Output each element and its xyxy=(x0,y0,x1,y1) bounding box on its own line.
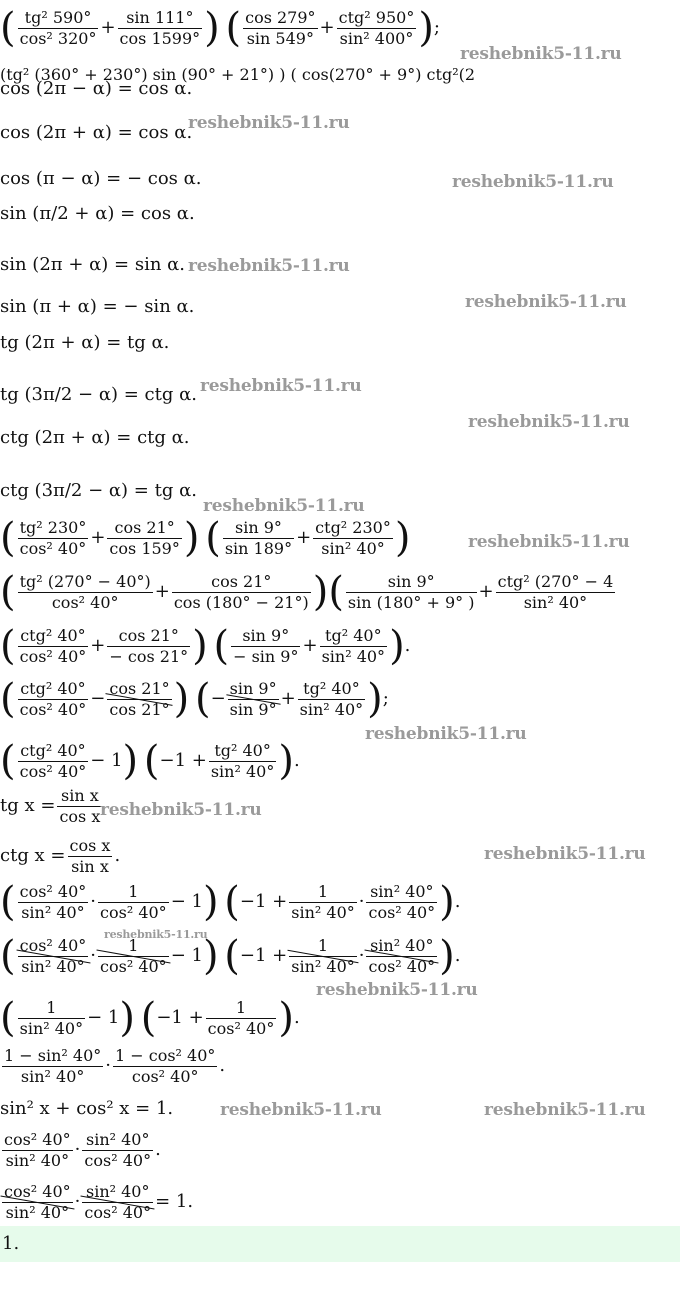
watermark: reshebnik5-11.ru xyxy=(203,496,365,516)
step-6: ( $\frac{\text{cos² 40°}}{\text{sin² 40°}}$ · $\frac{1}{\text{cos² 40°}}$ − 1) (−1 + $\frac{1}{\text{sin² 40°}}$ · $\frac{\text{sin² 40°}}{\text{cos² 40°}}$ ). xyxy=(0,879,461,925)
identity-line: tg (3π/2 − α) = ctg α. xyxy=(0,384,197,405)
step-4: ( $\frac{\text{ctg² 40°}}{\text{cos² 40°}}$ − $\frac{\cos 21^\circ}{\cos 21^\circ}$ ) (− $\frac{\sin 9^\circ}{\sin 9^\circ}$ + $\frac{\text{tg² 40°}}{\text{sin² 40°}}$ ); xyxy=(0,676,389,722)
watermark: reshebnik5-11.ru xyxy=(188,113,350,133)
identity-line: cos (π − α) = − cos α. xyxy=(0,168,202,189)
answer-value: 1. xyxy=(2,1233,20,1254)
watermark: reshebnik5-11.ru xyxy=(484,844,646,864)
step-3: ( $\frac{\text{ctg² 40°}}{\text{cos² 40°}}$ + $\frac{\cos 21^\circ}{- \cos 21^\circ}$ ) ( $\frac{\sin 9^\circ}{- \sin 9^\circ}$ + $\frac{\text{tg² 40°}}{\text{sin² 40°}}$ ). xyxy=(0,623,411,669)
watermark: reshebnik5-11.ru xyxy=(468,532,630,552)
watermark: reshebnik5-11.ru xyxy=(365,724,527,744)
identity-line: sin (π/2 + α) = cos α. xyxy=(0,203,195,224)
step-2: ( $\frac{\text{tg² (270° − 40°)}}{\text{cos² 40°}}$ + $\frac{\cos 21^\circ}{\cos (180^\circ - 21^\circ)}$ )( $\frac{\sin 9^\circ}{\sin (180^\circ + 9^\circ )}$ + $\frac{\text{ctg² (270° − 4}}{\text{sin² 40°}}$ xyxy=(0,569,614,615)
watermark: reshebnik5-11.ru xyxy=(468,412,630,432)
watermark: reshebnik5-11.ru xyxy=(484,1100,646,1120)
identity-line: cos (2π − α) = cos α. xyxy=(0,78,193,99)
cropped-line: (tg² (360° + 230°) sin (90° + 21°) ) ( cos(270° + 9°) ctg²(2 xyxy=(0,65,476,84)
watermark: reshebnik5-11.ru xyxy=(188,256,350,276)
watermark: reshebnik5-11.ru xyxy=(104,928,208,941)
watermark: reshebnik5-11.ru xyxy=(465,292,627,312)
step-7: ( $\frac{\text{cos² 40°}}{\text{sin² 40°}}$ · $\frac{1}{\text{cos² 40°}}$ − 1) (−1 + $\frac{1}{\text{sin² 40°}}$ · $\frac{\text{sin² 40°}}{\text{cos² 40°}}$ ). xyxy=(0,933,461,979)
identity-line: sin (π + α) = − sin α. xyxy=(0,296,195,317)
header-expression: ( $\frac{\text{tg² 590°}}{\text{cos² 320°}}$ + $\frac{\sin 111^\circ}{\cos 1599^\circ}$ ) ( $\frac{\cos 279^\circ}{\sin 549^\circ}$ + $\frac{\text{ctg² 950°}}{\text{sin² 400°}}$ ); xyxy=(0,5,440,51)
watermark: reshebnik5-11.ru xyxy=(200,376,362,396)
watermark: reshebnik5-11.ru xyxy=(220,1100,382,1120)
pythagorean-identity: sin² x + cos² x = 1. xyxy=(0,1098,174,1119)
identity-line: sin (2π + α) = sin α. xyxy=(0,254,186,275)
step-10: $\frac{\text{cos² 40°}}{\text{sin² 40°}}$ · $\frac{\text{sin² 40°}}{\text{cos² 40°}}$ . xyxy=(4,1129,161,1170)
tg-definition: tg x = $\frac{\text{sin x}}{\text{cos x}}$ xyxy=(0,785,101,826)
watermark: reshebnik5-11.ru xyxy=(100,800,262,820)
identity-line: ctg (3π/2 − α) = tg α. xyxy=(0,480,197,501)
step-9: $\frac{\text{1 − sin² 40°}}{\text{sin² 40°}}$ · $\frac{\text{1 − cos² 40°}}{\text{cos² 40°}}$ . xyxy=(4,1045,226,1086)
step-1: ( $\frac{\text{tg² 230°}}{\text{cos² 40°}}$ + $\frac{\cos 21^\circ}{\cos 159^\circ}$ ) ( $\frac{\sin 9^\circ}{\sin 189^\circ}$ + $\frac{\text{ctg² 230°}}{\text{sin² 40°}}$ ) xyxy=(0,515,411,561)
identity-line: cos (2π + α) = cos α. xyxy=(0,122,193,143)
identity-line: tg (2π + α) = tg α. xyxy=(0,332,170,353)
watermark: reshebnik5-11.ru xyxy=(452,172,614,192)
watermark: reshebnik5-11.ru xyxy=(316,980,478,1000)
answer-box xyxy=(0,1226,680,1262)
step-11: $\frac{\text{cos² 40°}}{\text{sin² 40°}}$ · $\frac{\text{sin² 40°}}{\text{cos² 40°}}$ = 1. xyxy=(4,1181,194,1222)
step-8: ( $\frac{1}{\text{sin² 40°}}$ − 1) (−1 + $\frac{1}{\text{cos² 40°}}$ ). xyxy=(0,995,300,1041)
step-5: ( $\frac{\text{ctg² 40°}}{\text{cos² 40°}}$ − 1) (−1 + $\frac{\text{tg² 40°}}{\text{sin² 40°}}$ ). xyxy=(0,738,300,784)
ctg-definition: ctg x = $\frac{\text{cos x}}{\text{sin x}}$ . xyxy=(0,835,121,876)
identity-line: ctg (2π + α) = ctg α. xyxy=(0,427,190,448)
watermark: reshebnik5-11.ru xyxy=(460,44,622,64)
